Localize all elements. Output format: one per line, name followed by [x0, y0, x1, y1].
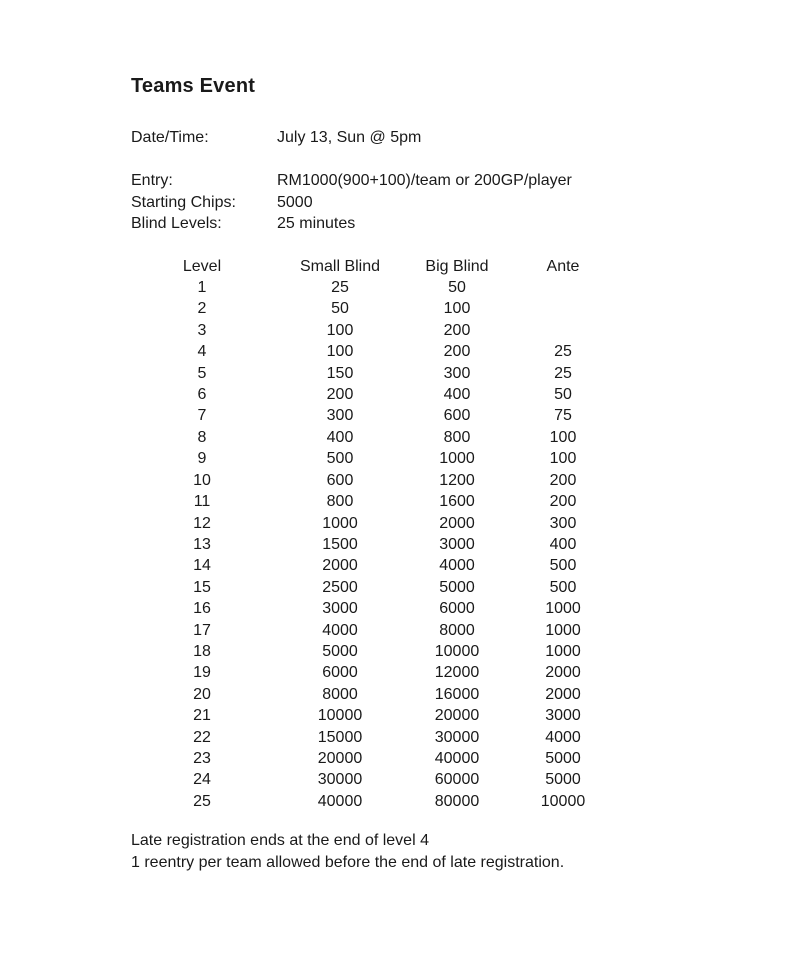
note-reentry: 1 reentry per team allowed before the end of late registration.: [131, 853, 565, 871]
table-row: [131, 748, 619, 769]
table-cell: 600: [326, 471, 354, 489]
table-row: [131, 662, 619, 683]
table-cell: 19: [193, 664, 211, 682]
table-cell: 800: [326, 493, 354, 511]
info-row-blind-levels: [131, 213, 751, 234]
notes-section: [131, 830, 751, 873]
column-header: Big Blind: [425, 257, 489, 275]
table-cell: 80000: [434, 792, 480, 810]
column-header: Ante: [546, 257, 580, 275]
entry-label: Entry:: [131, 172, 173, 190]
blind-table-body: [131, 277, 619, 812]
table-cell: 2500: [322, 578, 358, 596]
table-cell: 9: [197, 450, 207, 468]
starting-chips-label: Starting Chips:: [131, 193, 236, 211]
table-cell: 2000: [322, 557, 358, 575]
table-cell: 400: [326, 428, 354, 446]
table-cell: 500: [326, 450, 354, 468]
table-cell: 100: [443, 300, 471, 318]
table-row: [131, 598, 619, 619]
table-row: [131, 277, 619, 298]
datetime-label: Date/Time:: [131, 129, 209, 146]
table-cell: 5000: [545, 771, 581, 789]
table-cell: 2: [197, 300, 207, 318]
table-cell: 200: [443, 321, 471, 339]
table-row: [131, 298, 619, 319]
table-cell: 150: [326, 364, 354, 382]
table-cell: 13: [193, 535, 211, 553]
table-cell: 6: [197, 386, 207, 404]
table-row: [131, 534, 619, 555]
table-cell: 12000: [434, 664, 480, 682]
table-cell: 1000: [545, 600, 581, 618]
table-row: [131, 620, 619, 641]
page-title: Teams Event: [131, 75, 256, 97]
entry-value: RM1000(900+100)/team or 200GP/player: [277, 172, 572, 190]
table-row: [131, 491, 619, 512]
table-cell: 17: [193, 621, 211, 639]
table-row: [131, 727, 619, 748]
table-cell: 500: [549, 578, 577, 596]
table-cell: 30000: [317, 771, 363, 789]
table-cell: 25: [554, 364, 572, 382]
table-cell: 2000: [439, 514, 475, 532]
table-cell: 4000: [439, 557, 475, 575]
table-cell: 12: [193, 514, 211, 532]
table-cell: 6000: [439, 600, 475, 618]
table-cell: 16: [193, 600, 211, 618]
table-cell: 50: [331, 300, 349, 318]
table-row: [131, 791, 619, 812]
table-row: [131, 384, 619, 405]
table-header-row: [131, 256, 619, 277]
table-row: [131, 427, 619, 448]
table-cell: 25: [331, 279, 349, 297]
table-cell: 400: [443, 386, 471, 404]
table-cell: 3000: [322, 600, 358, 618]
table-cell: 21: [193, 707, 211, 725]
table-cell: 300: [549, 514, 577, 532]
table-cell: 1000: [322, 514, 358, 532]
table-cell: 4000: [322, 621, 358, 639]
table-cell: 5000: [545, 749, 581, 767]
table-cell: 15000: [317, 728, 363, 746]
table-cell: 10000: [540, 792, 586, 810]
table-row: [131, 555, 619, 576]
table-cell: 300: [326, 407, 354, 425]
table-cell: 25: [554, 343, 572, 361]
table-cell: 600: [443, 407, 471, 425]
table-cell: 7: [197, 407, 207, 425]
table-cell: 100: [549, 450, 577, 468]
table-cell: 3000: [545, 707, 581, 725]
table-row: [131, 470, 619, 491]
table-cell: 22: [193, 728, 211, 746]
table-cell: 100: [326, 321, 354, 339]
table-cell: 1000: [545, 621, 581, 639]
table-row: [131, 448, 619, 469]
table-row: [131, 769, 619, 790]
starting-chips-value: 5000: [277, 193, 313, 211]
table-row: [131, 641, 619, 662]
table-cell: 8000: [322, 685, 358, 703]
blind-levels-label: Blind Levels:: [131, 215, 222, 233]
blind-levels-value: 25 minutes: [277, 215, 356, 233]
table-cell: 8000: [439, 621, 475, 639]
table-cell: 75: [554, 407, 572, 425]
table-cell: 5: [197, 364, 207, 382]
column-header: Small Blind: [299, 257, 381, 275]
table-cell: 30000: [434, 728, 480, 746]
blind-structure-table: [131, 256, 619, 813]
table-cell: 2000: [545, 664, 581, 682]
table-cell: 3: [197, 321, 207, 339]
table-row: [131, 320, 619, 341]
table-cell: 1000: [545, 642, 581, 660]
table-cell: 200: [549, 471, 577, 489]
table-cell: 800: [443, 428, 471, 446]
table-cell: 1500: [322, 535, 358, 553]
table-cell: 16000: [434, 685, 480, 703]
column-header: Level: [182, 257, 222, 275]
table-row: [131, 405, 619, 426]
table-cell: 18: [193, 642, 211, 660]
table-cell: 50: [554, 386, 572, 404]
table-cell: 20: [193, 685, 211, 703]
table-row: [131, 341, 619, 362]
table-cell: 200: [443, 343, 471, 361]
table-cell: 5000: [439, 578, 475, 596]
note-late-registration: Late registration ends at the end of level 4: [131, 832, 429, 850]
table-cell: 10000: [317, 707, 363, 725]
table-row: [131, 363, 619, 384]
table-cell: 1: [197, 279, 207, 297]
table-cell: 40000: [317, 792, 363, 810]
table-cell: 300: [443, 364, 471, 382]
table-cell: 24: [193, 771, 211, 789]
table-cell: 4000: [545, 728, 581, 746]
info-row-entry: [131, 170, 751, 191]
info-row-datetime: [131, 127, 751, 148]
datetime-value: July 13, Sun @ 5pm: [277, 129, 422, 146]
table-cell: 60000: [434, 771, 480, 789]
table-cell: [507, 298, 619, 319]
table-cell: 500: [549, 557, 577, 575]
event-details-section: [131, 170, 751, 234]
table-row: [131, 684, 619, 705]
table-cell: 3000: [439, 535, 475, 553]
table-cell: 2000: [545, 685, 581, 703]
table-cell: 8: [197, 428, 207, 446]
datetime-section: [131, 127, 751, 148]
table-cell: 23: [193, 749, 211, 767]
table-cell: 40000: [434, 749, 480, 767]
table-cell: 15: [193, 578, 211, 596]
table-cell: [507, 320, 619, 341]
table-cell: 10000: [434, 642, 480, 660]
table-row: [131, 513, 619, 534]
table-cell: 1200: [439, 471, 475, 489]
table-cell: 10: [193, 471, 211, 489]
table-row: [131, 705, 619, 726]
table-cell: 20000: [434, 707, 480, 725]
table-row: [131, 577, 619, 598]
table-cell: 100: [549, 428, 577, 446]
table-cell: 200: [549, 493, 577, 511]
table-cell: 6000: [322, 664, 358, 682]
table-cell: 4: [197, 343, 207, 361]
table-cell: 50: [448, 279, 466, 297]
table-cell: 14: [193, 557, 211, 575]
table-cell: 20000: [317, 749, 363, 767]
table-cell: 100: [326, 343, 354, 361]
table-cell: 1600: [439, 493, 475, 511]
info-row-starting-chips: [131, 192, 751, 213]
table-cell: 1000: [439, 450, 475, 468]
table-cell: 400: [549, 535, 577, 553]
table-cell: 11: [193, 493, 211, 511]
table-cell: 200: [326, 386, 354, 404]
table-cell: [507, 277, 619, 298]
table-cell: 5000: [322, 642, 358, 660]
table-cell: 25: [193, 792, 211, 810]
